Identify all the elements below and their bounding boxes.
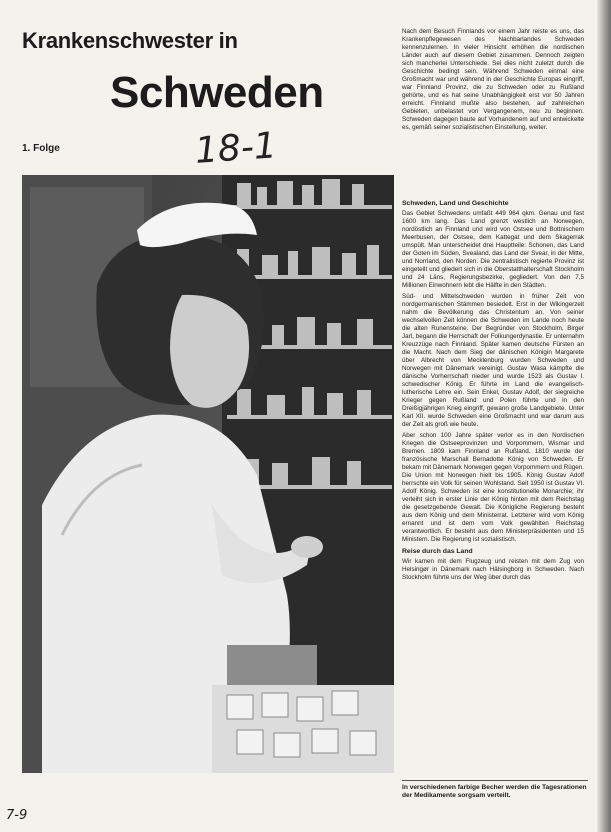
paragraph: Das Gebiet Schwedens umfaßt 449 964 qkm. Genau und fast 1600 km lang. Das Land grenzt westlich an Norwegen, nordöstlich an Finnland und wird von Ostsee und Bottnischem Meerbusen, der Ostsee, dem Kattegat und dem Skagerrak umspült. Man unterscheidet drei Hauptteile: Schonen, das Land der Goten im Süden, Svealand, das Land der Svear, in der Mitte, und Norrland, den Norden. Die zentralistisch regierte Provinz ist eingeteilt und gliedert sich in die Oberstatthalterschaft Stockholm und 24 Läns, Regierungsbezirke, gegliedert. Von den 7,5 Millionen Einwohnern lebt die Hälfte in den Städten. (402, 210, 584, 289)
section-heading-geschichte: Schweden, Land und Geschichte (402, 200, 509, 207)
paragraph: Süd- und Mittelschweden wurden in früher Zeit von nordgermanischen Stämmen besiedelt. Erst in der Wikingerzeit nahm die Bevölkerung das Christentum an. Von seiner wechselvollen Zeit können die Schweden im Lande noch heute die alten Runensteine. Der Begründer von Stockholm, Birger Jarl, begann die Herrschaft der Folkungerdynastie. Er unternahm Kreuzzüge nach Finnland. Später kamen deutsche Fürsten an die Macht. Nach dem Sieg der dänischen Königin Margarete über Albrecht von Mecklenburg wurden Schweden und Norwegen mit Dänemark vereinigt. Gustav Wasa kämpfte die dänische Vorherrschaft nieder und wurde 1523 als Gustav I. schwedischer König. Er führte im Land die evangelisch-lutherische Lehre ein. Sein Enkel, Gustav Adolf, der siegreiche Krieger gegen Rußland und Polen führte und in den Dreißigjährigen Krieg eingriff, gewann große Landgebiete. Unter Karl XII. wurde Schweden eine Großmacht und war darum aus der Zeit als groß wie heute. (402, 293, 584, 428)
article-part-label: 1. Folge (22, 143, 60, 154)
main-text-column (402, 196, 584, 585)
photo-caption: In verschiedenen farbige Becher werden die Tagesrationen der Medikamente sorgsam verteilt. (402, 784, 587, 800)
section-heading-reise: Reise durch das Land (402, 548, 473, 555)
nurse-photo (22, 175, 394, 773)
page-edge-shadow (597, 0, 611, 832)
page-marker: 7-9 (6, 808, 28, 823)
paragraph: Aber schon 100 Jahre später verlor es in den Nordischen Kriegen die Ostseeprovinzen und Vorpommern, Wismar und Bremen. 1809 kam Finnland an Rußland. 1810 wurde der französische Marschall Bernadotte König von Schweden. Er bekam mit Dänemark Norwegen gegen Vorpommern und Rügen. Die Union mit Norwegen hielt bis 1905. König Gustav Adolf herrschte ein Volk für seinen Wohlstand. Seit 1950 ist Gustav VI. Adolf König. Schweden ist eine konstitutionelle Monarchie; ihr verleiht sich in erster Linie der König hinten mit dem Reichstag die gesetzgebende Gewalt. Die Königliche Regierung besteht aus dem König und dem Ministerrat. Letzterer wird vom König ernannt und ist dem vom Volk gewählten Reichstag verantwortlich. Er besteht aus dem Ministerpräsidenten und 15 Ministern. Die Regierung ist sozialistisch. (402, 432, 584, 543)
handwritten-note: 18-1 (193, 125, 279, 172)
article-kicker: Krankenschwester in (22, 28, 238, 53)
intro-column (402, 28, 584, 135)
intro-paragraph: Nach dem Besuch Finnlands vor einem Jahr reiste es uns, das Krankenpflegewesen des Nachbarlandes Schweden kennenzulernen. In vieler Hinsicht erhöhen die nordischen Länder auch auf diesem Gebiet zusammen. Dennoch zeigten sich mancherlei Unterschiede. Sei dies nicht zuletzt durch die Geschichte bedingt sein. Während Schweden einmal eine Großmacht war und während in der Geschichte Europas eingriff, war Finnland Provinz, die zu Schweden oder zu Rußland gehörte, und es hat seine Unabhängigkeit erst vor 50 Jahren erreicht. Finnland mußte also bestehen, auf zahlreichen Gebieten, unbelastet von Vergangenem, neu zu beginnen. Schweden dagegen baute auf Vorhandenem auf und entwickelte es, gemäß seiner sozialistischen Einstellung, weiter. (402, 28, 584, 131)
article-title: Schweden (110, 68, 324, 117)
paragraph: Wir kamen mit dem Flugzeug und reisten mit dem Zug von Helsingør in Dänemark nach Hälsingborg in Schweden. Nach Stockholm führte uns der Weg über durch das (402, 558, 584, 581)
caption-divider (402, 780, 588, 781)
